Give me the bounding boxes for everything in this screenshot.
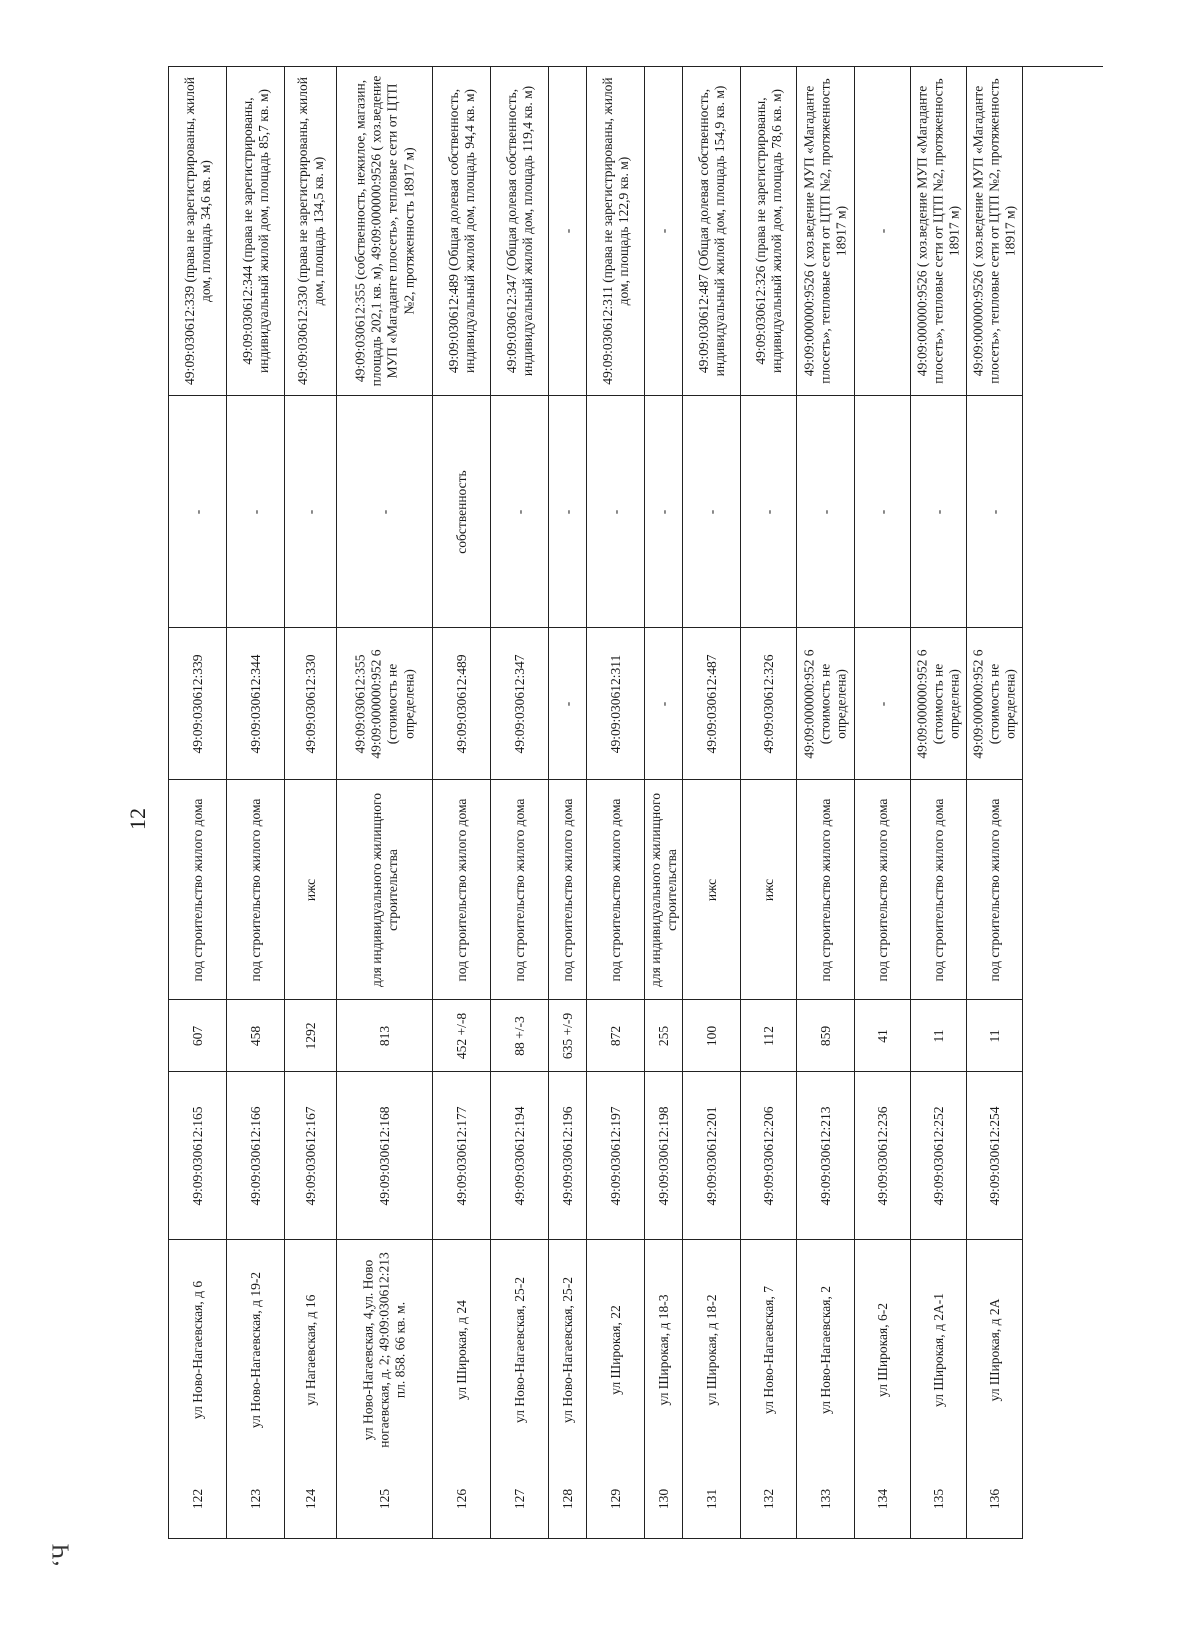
table-row — [491, 67, 549, 1539]
row-number-cell — [433, 1459, 490, 1539]
area-cell-text: 458 — [247, 1025, 263, 1046]
address-cell — [683, 1239, 740, 1459]
row-number-cell — [797, 1459, 854, 1539]
address-cell-text: ул Широкая, д 2А — [986, 1298, 1002, 1401]
cadastral-number-cell — [645, 1071, 682, 1239]
building-number-cell — [645, 627, 682, 779]
area-cell-text: 11 — [930, 1029, 946, 1042]
area-cell-text: 635 +/-9 — [559, 1012, 575, 1059]
notes-cell-text: 49:09:030612:344 (права не зарегистрированы, индивидуальный жилой дом, площадь 85,7 кв. м) — [239, 89, 271, 373]
cadastral-number-cell-text: 49:09:030612:236 — [874, 1106, 890, 1206]
permitted-use-cell — [967, 779, 1022, 999]
area-cell — [549, 999, 586, 1071]
building-number-cell-text: 49:09:030612:326 — [760, 654, 776, 754]
rights-cell-text: - — [874, 509, 890, 514]
permitted-use-cell — [683, 779, 740, 999]
rights-cell — [549, 395, 586, 627]
row-number-cell-text: 125 — [376, 1488, 392, 1510]
area-cell — [337, 999, 432, 1071]
notes-cell-text: - — [874, 228, 890, 234]
cadastral-number-cell-text: 49:09:030612:168 — [376, 1106, 392, 1206]
cadastral-number-cell — [169, 1071, 226, 1239]
building-number-cell-text: 49:09:030612:355 49:09:000000:952 6 (стоимость не определена) — [352, 648, 416, 759]
margin-handwritten-mark: ʻЧ — [48, 1543, 75, 1568]
row-number-cell — [967, 1459, 1022, 1539]
notes-cell-text: 49:09:000000:9526 ( хоз.ведение МУП «Магаданте плосеть», тепловые сети от ЦТП №2, протяженность 18917 м) — [970, 78, 1018, 384]
permitted-use-cell — [741, 779, 796, 999]
table-row — [911, 67, 967, 1539]
notes-cell-text: 49:09:030612:487 (Общая долевая собственность, индивидуальный жилой дом, площадь 154,9 кв. м) — [695, 85, 727, 377]
permitted-use-cell — [645, 779, 682, 999]
area-cell — [967, 999, 1022, 1071]
permitted-use-cell-text: под строительство жилого дома — [247, 798, 263, 981]
rights-cell-text: - — [247, 509, 263, 514]
row-number-cell-text: 124 — [302, 1488, 318, 1510]
table-row — [967, 67, 1023, 1539]
notes-cell-text: 49:09:030612:339 (права не зарегистрированы, жилой дом, площадь 34,6 кв. м) — [181, 77, 213, 385]
permitted-use-cell — [337, 779, 432, 999]
building-number-cell — [227, 627, 284, 779]
rights-cell — [683, 395, 740, 627]
table-row — [683, 67, 741, 1539]
area-cell — [227, 999, 284, 1071]
rights-cell-text: - — [655, 509, 671, 514]
building-number-cell-text: 49:09:030612:489 — [453, 654, 469, 754]
row-number-cell-text: 135 — [930, 1488, 946, 1510]
cadastral-number-cell-text: 49:09:030612:198 — [655, 1106, 671, 1206]
address-cell — [855, 1239, 910, 1459]
table-row — [645, 67, 683, 1539]
table-row — [741, 67, 797, 1539]
area-cell-text: 813 — [376, 1025, 392, 1046]
permitted-use-cell — [549, 779, 586, 999]
rights-cell — [491, 395, 548, 627]
address-cell-text: ул Ново-Нагаевская, 2 — [817, 1285, 833, 1414]
rights-cell-text: - — [376, 509, 392, 514]
area-cell — [797, 999, 854, 1071]
address-cell-text: ул Широкая, д 2А-1 — [930, 1292, 946, 1407]
permitted-use-cell — [587, 779, 644, 999]
rights-cell — [967, 395, 1022, 627]
row-number-cell — [645, 1459, 682, 1539]
table-row — [433, 67, 491, 1539]
table-row — [337, 67, 433, 1539]
notes-cell — [741, 67, 796, 395]
rights-cell — [797, 395, 854, 627]
rights-cell — [741, 395, 796, 627]
row-number-cell-text: 129 — [607, 1488, 623, 1510]
table-row — [797, 67, 855, 1539]
area-cell — [491, 999, 548, 1071]
rights-cell — [855, 395, 910, 627]
notes-cell — [227, 67, 284, 395]
rights-cell-text: - — [760, 509, 776, 514]
area-cell — [433, 999, 490, 1071]
permitted-use-cell-text: ижс — [703, 878, 719, 901]
notes-cell — [337, 67, 432, 395]
permitted-use-cell-text: под строительство жилого дома — [189, 798, 205, 981]
building-number-cell-text: 49:09:000000:952 6 (стоимость не определена) — [970, 648, 1018, 759]
cadastral-number-cell — [549, 1071, 586, 1239]
address-cell — [911, 1239, 966, 1459]
permitted-use-cell-text: под строительство жилого дома — [511, 798, 527, 981]
address-cell-text: ул Ново-Нагаевская, 7 — [760, 1285, 776, 1414]
row-number-cell-text: 134 — [874, 1488, 890, 1510]
cadastral-number-cell — [741, 1071, 796, 1239]
area-cell-text: 607 — [189, 1025, 205, 1046]
building-number-cell — [587, 627, 644, 779]
row-number-cell-text: 133 — [817, 1488, 833, 1510]
building-number-cell — [967, 627, 1022, 779]
building-number-cell — [855, 627, 910, 779]
permitted-use-cell — [491, 779, 548, 999]
building-number-cell — [911, 627, 966, 779]
cadastral-number-cell — [683, 1071, 740, 1239]
cadastral-number-cell-text: 49:09:030612:167 — [302, 1106, 318, 1206]
row-number-cell — [285, 1459, 336, 1539]
rights-cell-text: - — [986, 509, 1002, 514]
row-number-cell-text: 123 — [247, 1488, 263, 1510]
row-number-cell — [337, 1459, 432, 1539]
building-number-cell-text: 49:09:030612:347 — [511, 654, 527, 754]
notes-cell — [491, 67, 548, 395]
row-number-cell-text: 132 — [760, 1488, 776, 1510]
rights-cell-text: - — [930, 509, 946, 514]
notes-cell — [911, 67, 966, 395]
row-number-cell-text: 127 — [511, 1488, 527, 1510]
cadastral-number-cell-text: 49:09:030612:165 — [189, 1106, 205, 1206]
area-cell-text: 452 +/-8 — [453, 1012, 469, 1059]
notes-cell — [587, 67, 644, 395]
row-number-cell — [549, 1459, 586, 1539]
cadastral-number-cell-text: 49:09:030612:201 — [703, 1106, 719, 1206]
address-cell-text: ул Широкая, 22 — [607, 1304, 623, 1395]
notes-cell-text: 49:09:030612:347 (Общая долевая собственность, индивидуальный жилой дом, площадь 119,4 кв. м) — [503, 85, 535, 377]
address-cell — [169, 1239, 226, 1459]
permitted-use-cell — [285, 779, 336, 999]
cadastral-number-cell-text: 49:09:030612:177 — [453, 1106, 469, 1206]
notes-cell-text: - — [655, 228, 671, 234]
rights-cell — [645, 395, 682, 627]
notes-cell — [683, 67, 740, 395]
table-row — [227, 67, 285, 1539]
notes-cell-text: 49:09:000000:9526 ( хоз.ведение МУП «Магаданте плосеть», тепловые сети от ЦТП №2, протяженность 18917 м) — [801, 78, 849, 384]
rights-cell — [285, 395, 336, 627]
cadastral-number-cell-text: 49:09:030612:194 — [511, 1106, 527, 1206]
rights-cell-text: - — [511, 509, 527, 514]
notes-cell — [169, 67, 226, 395]
building-number-cell-text: 49:09:030612:487 — [703, 654, 719, 754]
row-number-cell — [911, 1459, 966, 1539]
area-cell — [645, 999, 682, 1071]
permitted-use-cell-text: для индивидуального жилищного строительства — [368, 792, 400, 987]
building-number-cell — [433, 627, 490, 779]
permitted-use-cell — [433, 779, 490, 999]
permitted-use-cell-text: под строительство жилого дома — [930, 798, 946, 981]
area-cell-text: 255 — [655, 1025, 671, 1046]
permitted-use-cell-text: под строительство жилого дома — [817, 798, 833, 981]
building-number-cell-text: 49:09:000000:952 6 (стоимость не определена) — [801, 648, 849, 759]
address-cell-text: ул Ново-Нагаевская, 4,ул. Ново ногаевская, д. 2; 49:09:030612:213 пл. 858. 66 кв. м. — [360, 1251, 408, 1448]
notes-cell-text: 49:09:000000:9526 ( хоз.ведение МУП «Магаданте плосеть», тепловые сети от ЦТП №2, протяженность 18917 м) — [914, 78, 962, 384]
area-cell — [587, 999, 644, 1071]
cadastral-number-cell — [491, 1071, 548, 1239]
notes-cell-text: 49:09:030612:489 (Общая долевая собственность, индивидуальный жилой дом, площадь 94,4 кв. м) — [445, 88, 477, 374]
cadastral-number-cell — [797, 1071, 854, 1239]
building-number-cell — [169, 627, 226, 779]
address-cell-text: ул Нагаевская, д 16 — [302, 1294, 318, 1405]
permitted-use-cell-text: под строительство жилого дома — [559, 798, 575, 981]
building-number-cell — [741, 627, 796, 779]
area-cell-text: 112 — [760, 1025, 776, 1046]
rights-cell-text: - — [703, 509, 719, 514]
building-number-cell-text: - — [559, 701, 575, 706]
rights-cell-text: - — [559, 509, 575, 514]
row-number-cell — [587, 1459, 644, 1539]
building-number-cell — [491, 627, 548, 779]
address-cell — [645, 1239, 682, 1459]
address-cell — [491, 1239, 548, 1459]
area-cell — [911, 999, 966, 1071]
area-cell-text: 88 +/-3 — [511, 1015, 527, 1056]
address-cell-text: ул Широкая, д 18-2 — [703, 1294, 719, 1405]
notes-cell — [855, 67, 910, 395]
cadastral-number-cell-text: 49:09:030612:166 — [247, 1106, 263, 1206]
notes-cell — [433, 67, 490, 395]
row-number-cell-text: 122 — [189, 1488, 205, 1510]
cadastral-number-cell-text: 49:09:030612:252 — [930, 1106, 946, 1206]
address-cell-text: ул Ново-Нагаевская, 25-2 — [511, 1276, 527, 1423]
cadastral-number-cell-text: 49:09:030612:254 — [986, 1106, 1002, 1206]
address-cell-text: ул Широкая, д 24 — [453, 1299, 469, 1400]
building-number-cell-text: - — [874, 701, 890, 706]
cadastral-number-cell — [587, 1071, 644, 1239]
notes-cell — [797, 67, 854, 395]
address-cell — [741, 1239, 796, 1459]
address-cell-text: ул Ново-Нагаевская, д 6 — [189, 1280, 205, 1419]
address-cell — [797, 1239, 854, 1459]
cadastral-number-cell-text: 49:09:030612:196 — [559, 1106, 575, 1206]
area-cell — [855, 999, 910, 1071]
row-number-cell — [683, 1459, 740, 1539]
area-cell — [285, 999, 336, 1071]
address-cell — [549, 1239, 586, 1459]
address-cell-text: ул Широкая, д 18-3 — [655, 1294, 671, 1405]
rights-cell-text: - — [607, 509, 623, 514]
table-row — [285, 67, 337, 1539]
area-cell-text: 11 — [986, 1029, 1002, 1042]
building-number-cell — [797, 627, 854, 779]
building-number-cell — [549, 627, 586, 779]
area-cell-text: 872 — [607, 1025, 623, 1046]
building-number-cell-text: 49:09:030612:339 — [189, 654, 205, 754]
rights-cell-text: - — [189, 509, 205, 514]
row-number-cell-text: 128 — [559, 1488, 575, 1510]
table-row — [549, 67, 587, 1539]
address-cell — [227, 1239, 284, 1459]
cadastral-number-cell — [285, 1071, 336, 1239]
address-cell — [587, 1239, 644, 1459]
row-number-cell-text: 136 — [986, 1488, 1002, 1510]
notes-cell-text: 49:09:030612:355 (собственность, нежилое, магазин, площадь 202,1 кв. м), 49:09:000000:9526 ( хоз.ведение МУП «Магаданте плосеть», тепловые сети от ЦТП №2, протяженность 18917 м) — [352, 75, 416, 387]
permitted-use-cell-text: для индивидуального жилищного строительства — [647, 792, 679, 987]
permitted-use-cell-text: под строительство жилого дома — [453, 798, 469, 981]
notes-cell — [285, 67, 336, 395]
building-number-cell-text: - — [655, 701, 671, 706]
row-number-cell — [169, 1459, 226, 1539]
area-cell — [683, 999, 740, 1071]
row-number-cell-text: 126 — [453, 1488, 469, 1510]
cadastral-number-cell-text: 49:09:030612:206 — [760, 1106, 776, 1206]
area-cell-text: 100 — [703, 1025, 719, 1046]
rights-cell-text: - — [302, 509, 318, 514]
cadastral-number-cell — [227, 1071, 284, 1239]
permitted-use-cell-text: ижс — [302, 878, 318, 901]
permitted-use-cell — [797, 779, 854, 999]
cadastral-number-cell — [911, 1071, 966, 1239]
rights-cell — [911, 395, 966, 627]
notes-cell — [967, 67, 1022, 395]
notes-cell-text: - — [559, 228, 575, 234]
cadastral-number-cell-text: 49:09:030612:197 — [607, 1106, 623, 1206]
permitted-use-cell-text: под строительство жилого дома — [607, 798, 623, 981]
building-number-cell — [683, 627, 740, 779]
row-number-cell — [855, 1459, 910, 1539]
area-cell-text: 859 — [817, 1025, 833, 1046]
address-cell-text: ул Ново-Нагаевская, 25-2 — [559, 1276, 575, 1423]
permitted-use-cell — [911, 779, 966, 999]
address-cell — [967, 1239, 1022, 1459]
cadastral-number-cell — [967, 1071, 1022, 1239]
area-cell — [741, 999, 796, 1071]
area-cell-text: 41 — [874, 1028, 890, 1043]
permitted-use-cell — [855, 779, 910, 999]
rights-cell — [169, 395, 226, 627]
address-cell — [337, 1239, 432, 1459]
land-plots-table — [168, 66, 1103, 1539]
address-cell-text: ул Широкая, 6-2 — [874, 1302, 890, 1397]
building-number-cell-text: 49:09:000000:952 6 (стоимость не определена) — [914, 648, 962, 759]
address-cell — [285, 1239, 336, 1459]
cadastral-number-cell — [433, 1071, 490, 1239]
page-number: 12 — [125, 808, 150, 830]
rights-cell-text: - — [817, 509, 833, 514]
rights-cell-text: собственность — [453, 469, 469, 554]
table-row — [855, 67, 911, 1539]
permitted-use-cell-text: под строительство жилого дома — [874, 798, 890, 981]
row-number-cell — [491, 1459, 548, 1539]
building-number-cell — [285, 627, 336, 779]
notes-cell-text: 49:09:030612:311 (права не зарегистрированы, жилой дом, площадь 122,9 кв. м) — [599, 77, 631, 385]
notes-cell-text: 49:09:030612:330 (права не зарегистрированы, жилой дом, площадь 134,5 кв. м) — [294, 77, 326, 385]
building-number-cell-text: 49:09:030612:330 — [302, 654, 318, 754]
building-number-cell — [337, 627, 432, 779]
cadastral-number-cell — [337, 1071, 432, 1239]
table-row — [169, 67, 227, 1539]
cadastral-number-cell — [855, 1071, 910, 1239]
row-number-cell — [227, 1459, 284, 1539]
area-cell — [169, 999, 226, 1071]
rights-cell — [227, 395, 284, 627]
address-cell-text: ул Ново-Нагаевская, д 19-2 — [247, 1271, 263, 1428]
rights-cell — [587, 395, 644, 627]
table-row — [587, 67, 645, 1539]
permitted-use-cell — [169, 779, 226, 999]
cadastral-number-cell-text: 49:09:030612:213 — [817, 1106, 833, 1206]
building-number-cell-text: 49:09:030612:344 — [247, 654, 263, 754]
rights-cell — [433, 395, 490, 627]
notes-cell-text: 49:09:030612:326 (права не зарегистрированы, индивидуальный жилой дом, площадь 78,6 кв. м) — [752, 89, 784, 373]
row-number-cell-text: 130 — [655, 1488, 671, 1510]
area-cell-text: 1292 — [302, 1022, 318, 1049]
row-number-cell-text: 131 — [703, 1488, 719, 1510]
address-cell — [433, 1239, 490, 1459]
notes-cell — [645, 67, 682, 395]
rights-cell — [337, 395, 432, 627]
building-number-cell-text: 49:09:030612:311 — [607, 654, 623, 753]
permitted-use-cell — [227, 779, 284, 999]
row-number-cell — [741, 1459, 796, 1539]
permitted-use-cell-text: под строительство жилого дома — [986, 798, 1002, 981]
permitted-use-cell-text: ижс — [760, 878, 776, 901]
notes-cell — [549, 67, 586, 395]
